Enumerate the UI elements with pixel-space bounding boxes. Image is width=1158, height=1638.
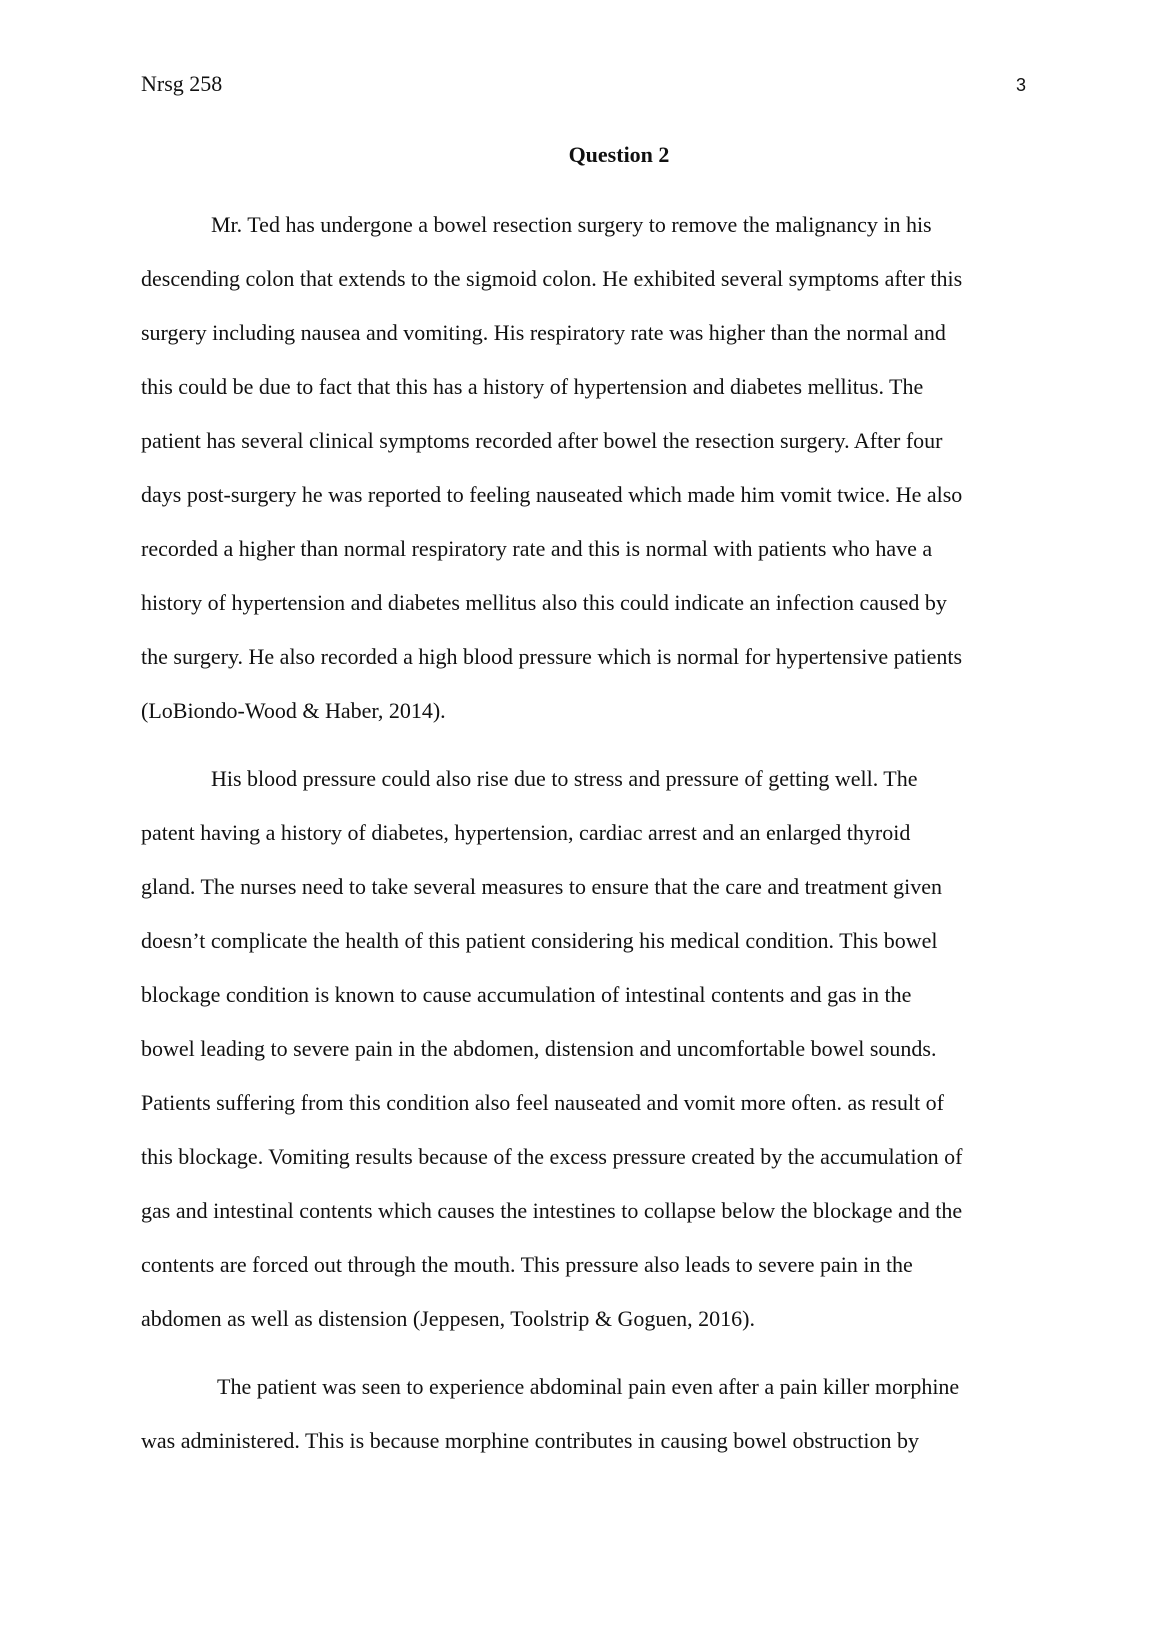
paragraph-line: history of hypertension and diabetes mellitus also this could indicate an infection caused by [141,590,947,615]
paragraph-line: days post-surgery he was reported to feeling nauseated which made him vomit twice. He also [141,482,963,507]
paragraph-line: blockage condition is known to cause accumulation of intestinal contents and gas in the [141,982,912,1007]
paragraph-line: patient has several clinical symptoms recorded after bowel the resection surgery. After four [141,428,943,453]
paragraph-line: Mr. Ted has undergone a bowel resection surgery to remove the malignancy in his [211,212,932,237]
paragraph-line: The patient was seen to experience abdominal pain even after a pain killer morphine [217,1374,960,1399]
paragraph-line: surgery including nausea and vomiting. His respiratory rate was higher than the normal and [141,320,946,345]
paragraph-line: descending colon that extends to the sigmoid colon. He exhibited several symptoms after this [141,266,963,291]
paragraph-line: Patients suffering from this condition also feel nauseated and vomit more often. as result of [141,1090,945,1115]
paragraph-line: patent having a history of diabetes, hypertension, cardiac arrest and an enlarged thyroid [141,820,911,845]
paragraph-line: bowel leading to severe pain in the abdomen, distension and uncomfortable bowel sounds. [141,1036,937,1061]
paragraph-line: this could be due to fact that this has a history of hypertension and diabetes mellitus. The [141,374,924,399]
paragraph-line: was administered. This is because morphine contributes in causing bowel obstruction by [141,1428,919,1453]
page-number: 3 [1015,75,1026,95]
paragraph-2 [141,752,1021,1346]
paragraph-line: doesn’t complicate the health of this patient considering his medical condition. This bowel [141,928,938,953]
paragraph-line: contents are forced out through the mouth. This pressure also leads to severe pain in the [141,1252,913,1277]
paragraph-1 [141,198,1021,738]
paragraph-3 [141,1360,1021,1468]
paragraph-line: recorded a higher than normal respiratory rate and this is normal with patients who have a [141,536,933,561]
paragraph-line: (LoBiondo-Wood & Haber, 2014). [141,698,446,723]
running-head: Nrsg 258 [141,71,223,96]
paragraph-line: abdomen as well as distension (Jeppesen, Toolstrip & Goguen, 2016). [141,1306,755,1331]
paragraph-line: gas and intestinal contents which causes the intestines to collapse below the blockage and the [141,1198,963,1223]
paragraph-line: this blockage. Vomiting results because of the excess pressure created by the accumulation of [141,1144,963,1169]
paragraph-line: gland. The nurses need to take several measures to ensure that the care and treatment given [141,874,943,899]
section-title: Question 2 [568,142,670,167]
paragraph-line: the surgery. He also recorded a high blood pressure which is normal for hypertensive patients [141,644,963,669]
paragraph-line: His blood pressure could also rise due to stress and pressure of getting well. The [211,766,918,791]
